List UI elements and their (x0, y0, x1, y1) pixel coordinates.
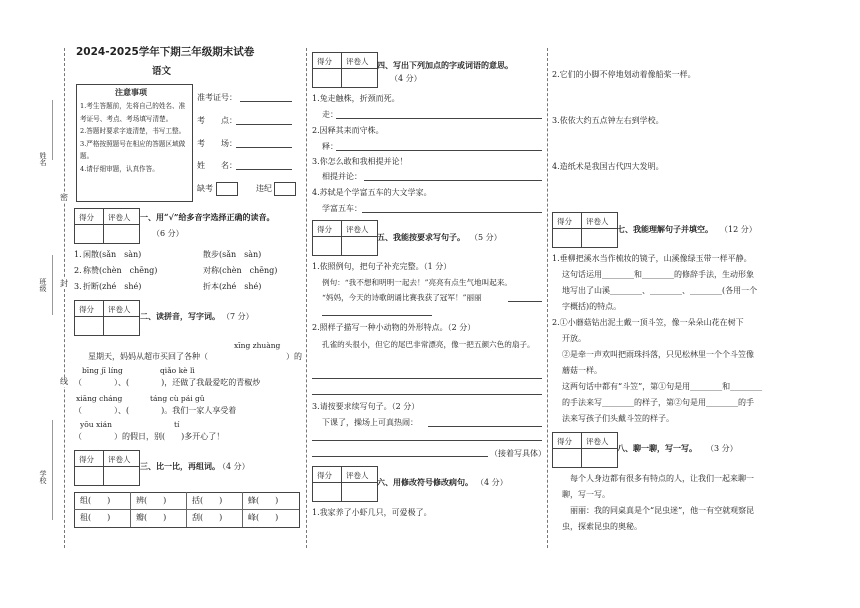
s2-title: 二、读拼音，写字词。 (140, 311, 220, 321)
s4-a4-line[interactable] (362, 212, 542, 213)
s7-title: 七、我能理解句子并填空。 (617, 224, 713, 234)
s4-a2-line[interactable] (336, 150, 542, 151)
s3-title: 三、比一比，再组词。 (140, 461, 220, 471)
score-box-s4 (312, 52, 378, 88)
pinyin-qiaokeli: qiǎo kè lì (160, 366, 195, 375)
score-label: 得分 (79, 213, 94, 222)
notice-item: 2.答题时要求字迹清楚，书写工整。 (80, 127, 186, 135)
seal-mi: 密 (60, 193, 68, 202)
s3-table-col (242, 492, 243, 527)
s4-q4: 4.苏轼是个学富五车的大文学家。 (312, 188, 432, 197)
s3-cell[interactable]: 瓣( ) (136, 513, 167, 522)
s7-q2a: 2.①小蘑菇钻出泥土戴一顶斗笠，像一朵朵山花在树下 (552, 318, 744, 327)
s7-q1c: 地写出了山溪________、________、________(各用一个 (562, 286, 758, 295)
score-label: 得分 (317, 225, 332, 234)
s6-q3: 3.依依大约五点钟左右到学校。 (552, 116, 664, 125)
score-box-s6 (312, 466, 378, 502)
s1-q2-word2: 对称(chèn chēng) (203, 266, 278, 275)
class-line (52, 255, 53, 315)
s5-q3: 3.请按要求续写句子。（2 分） (312, 402, 420, 411)
s8-p1: 每个人身边都有很多有特点的人，让我们一起来聊一 (570, 474, 754, 483)
name-line (52, 100, 53, 160)
s7-q2c: ②是牵一声欢叫把雨珠抖落，只见松林里一个个斗笠像 (562, 350, 754, 359)
s8-p2b: 虫，探索昆虫的奥秘。 (562, 522, 642, 531)
score-label: 得分 (317, 57, 332, 66)
score-label: 得分 (317, 471, 332, 480)
s3-cell[interactable]: 括( ) (192, 496, 223, 505)
s1-title: 一、用“√”给多音字选择正确的读音。 (140, 212, 275, 222)
s1-q2-num: 2. (74, 266, 82, 275)
s5-points: （5 分） (470, 233, 502, 242)
venue-label: 考 点： (197, 116, 237, 125)
s2-line2: （ ）、( )，还做了我最爱吃的青椒炒 (74, 378, 261, 387)
s7-q1b: 这句话运用________和________的修辞手法，生动形象 (562, 270, 754, 279)
name-field-label: 姓 名： (197, 161, 237, 170)
s5-q2-line1[interactable] (312, 378, 542, 379)
venue-field[interactable] (236, 124, 292, 125)
notice-item: 1.考生答题前，先将自己的姓名、准考证号、考点、考场填写清楚。 (80, 102, 186, 123)
s4-q1: 1.兔走触株，折颈而死。 (312, 94, 400, 103)
s7-q2e: 这两句话中都有“斗笠”，第①句是用________和________ (562, 382, 763, 391)
pinyin-ti: tí (174, 420, 180, 429)
s8-points: （3 分） (706, 444, 738, 453)
score-box-s3 (74, 450, 140, 486)
pinyin-xiangchang: xiāng cháng (76, 394, 123, 403)
s6-points: （4 分） (476, 478, 508, 487)
s3-cell[interactable]: 刮( ) (192, 513, 223, 522)
s5-q2-example: 孔雀的头很小，但它的尾巴非常漂亮，像一把五颜六色的扇子。 (322, 340, 535, 349)
s6-q4: 4.造纸术是我国古代四大发明。 (552, 162, 664, 171)
s4-title: 四、写出下列加点的字或词语的意思。 (377, 60, 513, 70)
pinyin-bingjiling: bīng jī líng (82, 366, 123, 375)
exam-no-field[interactable] (240, 101, 292, 102)
s4-q3: 3.你怎么敢和我相提并论！ (312, 157, 408, 166)
s1-q3-word: 折断(zhé shé) (83, 282, 142, 291)
s3-cell[interactable]: 辨( ) (136, 496, 167, 505)
violation-box[interactable] (274, 182, 296, 196)
notice-title: 注意事项 (115, 87, 147, 97)
column-divider-1 (306, 48, 307, 548)
pinyin-youxian: yōu xián (80, 420, 112, 429)
score-label: 得分 (557, 217, 572, 226)
notice-item: 4.请仔细审题，认真作答。 (80, 164, 159, 173)
s5-q1-line2[interactable] (322, 315, 432, 316)
seal-xian: 线 (60, 377, 68, 386)
s7-q2g: 法来写孩子们头戴斗笠的样子。 (562, 414, 674, 423)
name-field[interactable] (236, 169, 292, 170)
violation-label: 违纪 (256, 184, 272, 193)
score-label: 得分 (79, 455, 94, 464)
s3-points: （4 分） (218, 462, 250, 471)
s2-points: （7 分） (222, 312, 254, 321)
grader-label: 评卷人 (346, 225, 369, 234)
absent-label: 缺考 (197, 184, 213, 193)
s1-q2-word: 称赞(chèn chēng) (83, 266, 158, 275)
grader-label: 评卷人 (346, 57, 369, 66)
subject-title: 语文 (152, 66, 172, 77)
s5-q3-line3[interactable] (312, 456, 488, 457)
s1-points: （6 分） (152, 229, 184, 238)
s3-cell[interactable]: 租( ) (80, 513, 111, 522)
s4-a3: 相提并论： (322, 172, 362, 181)
s3-table-col (186, 492, 187, 527)
grader-label: 评卷人 (346, 471, 369, 480)
s4-q2: 2.因释其耒而守株。 (312, 126, 384, 135)
s7-q1d: 字概括)的特点。 (562, 302, 622, 311)
score-box-s7 (552, 212, 618, 248)
grader-label: 评卷人 (108, 213, 131, 222)
s4-a4: 学富五车： (322, 204, 362, 213)
s5-q3-example: 下课了，操场上可真热闹： (322, 418, 418, 427)
s8-p2: 丽丽：我的同桌真是个“昆虫迷”，他一有空就观察昆 (570, 506, 755, 515)
score-box-s8 (552, 432, 618, 468)
s5-q3-end: （接着写具体） (490, 449, 546, 458)
grader-label: 评卷人 (108, 455, 131, 464)
exam-no-label: 准考证号： (197, 93, 237, 102)
notice-item: 3.严格按照题号在相应的答题区域做题。 (80, 139, 186, 160)
s6-q2: 2.它们的小脚不停地划动着像船桨一样。 (552, 70, 696, 79)
binding-line (64, 48, 65, 548)
s1-q3-num: 3. (74, 282, 82, 291)
s5-q1-example: 例句：“我不想和明明一起去！”亮亮有点生气地叫起来。 (322, 278, 513, 287)
s6-title: 六、用修改符号修改病句。 (377, 477, 473, 487)
pinyin-tangcupaigu: táng cù pái gǔ (150, 394, 205, 403)
school-label: 学校 (39, 470, 47, 484)
absent-box[interactable] (216, 182, 238, 196)
name-label: 姓名 (39, 152, 47, 166)
score-box-s2 (74, 300, 140, 336)
score-box-s5 (312, 220, 378, 256)
s1-q1-word2: 散步(sǎn sàn) (203, 250, 262, 259)
s5-title: 五、我能按要求写句子。 (377, 232, 465, 242)
s2-line1a: 星期天，妈妈从超市买回了各种（ (88, 352, 208, 361)
s3-cell[interactable]: 峰( ) (248, 513, 279, 522)
s2-line4: （ ）的假日，别( )多开心了！ (74, 432, 225, 441)
s6-q1: 1.我家养了小虾几只，可爱极了。 (312, 508, 432, 517)
grader-label: 评卷人 (586, 217, 609, 226)
s3-table-col (130, 492, 131, 527)
s4-a2: 释： (322, 142, 338, 151)
s2-line3: （ ）、( )。我们一家人享受着 (74, 406, 237, 415)
s3-cell[interactable]: 组( ) (80, 496, 111, 505)
s7-points: （12 分） (720, 225, 757, 234)
s2-line1b: ）的 (286, 352, 302, 361)
s7-q1a: 1.垂柳把溪水当作梳妆的镜子，山溪像绿玉带一样平静。 (552, 254, 752, 263)
s1-q1-num: 1. (74, 250, 82, 259)
s5-q1-line1[interactable] (508, 301, 542, 302)
s7-q2f: 的手法来写________的样子，第②句是用________的手 (562, 398, 754, 407)
grader-label: 评卷人 (586, 437, 609, 446)
s1-q3-word2: 折本(zhé shé) (203, 282, 262, 291)
pinyin-xingzhuang: xīng zhuàng (234, 341, 281, 350)
s4-a1-line[interactable] (336, 118, 542, 119)
page-title: 2024-2025学年下期三年级期末试卷 (76, 46, 255, 58)
score-label: 得分 (79, 305, 94, 314)
s4-a1: 走： (322, 110, 338, 119)
s1-q1-word: 闲散(sǎn sàn) (83, 250, 142, 259)
s5-q2-line2[interactable] (312, 394, 542, 395)
grader-label: 评卷人 (108, 305, 131, 314)
s5-q3-line1[interactable] (428, 426, 542, 427)
s7-q2b: 开放。 (562, 334, 586, 343)
s8-p1b: 聊，写一写。 (562, 490, 610, 499)
s4-points: （4 分） (390, 74, 422, 83)
s3-cell[interactable]: 蜂( ) (248, 496, 279, 505)
s5-q1: 1.依照例句，把句子补充完整。（1 分） (312, 262, 452, 271)
room-label: 考 场： (197, 139, 237, 148)
notice-items (80, 100, 188, 175)
class-label: 班级 (39, 278, 47, 292)
seal-feng: 封 (60, 279, 68, 288)
school-line (52, 420, 53, 520)
score-box-s1 (74, 208, 140, 244)
score-label: 得分 (557, 437, 572, 446)
s5-q1-prompt: “妈妈，今天的诗歌朗诵比赛我获了冠军！”丽丽 (322, 293, 482, 302)
column-divider-2 (547, 48, 548, 548)
s7-q2d: 蘑菇一样。 (562, 366, 602, 375)
s5-q2: 2.照样子描写一种小动物的外形特点。（2 分） (312, 323, 476, 332)
room-field[interactable] (236, 147, 292, 148)
s8-title: 八、聊一聊，写一写。 (617, 443, 697, 453)
s4-a3-line[interactable] (364, 180, 542, 181)
s5-q3-line2[interactable] (312, 440, 542, 441)
